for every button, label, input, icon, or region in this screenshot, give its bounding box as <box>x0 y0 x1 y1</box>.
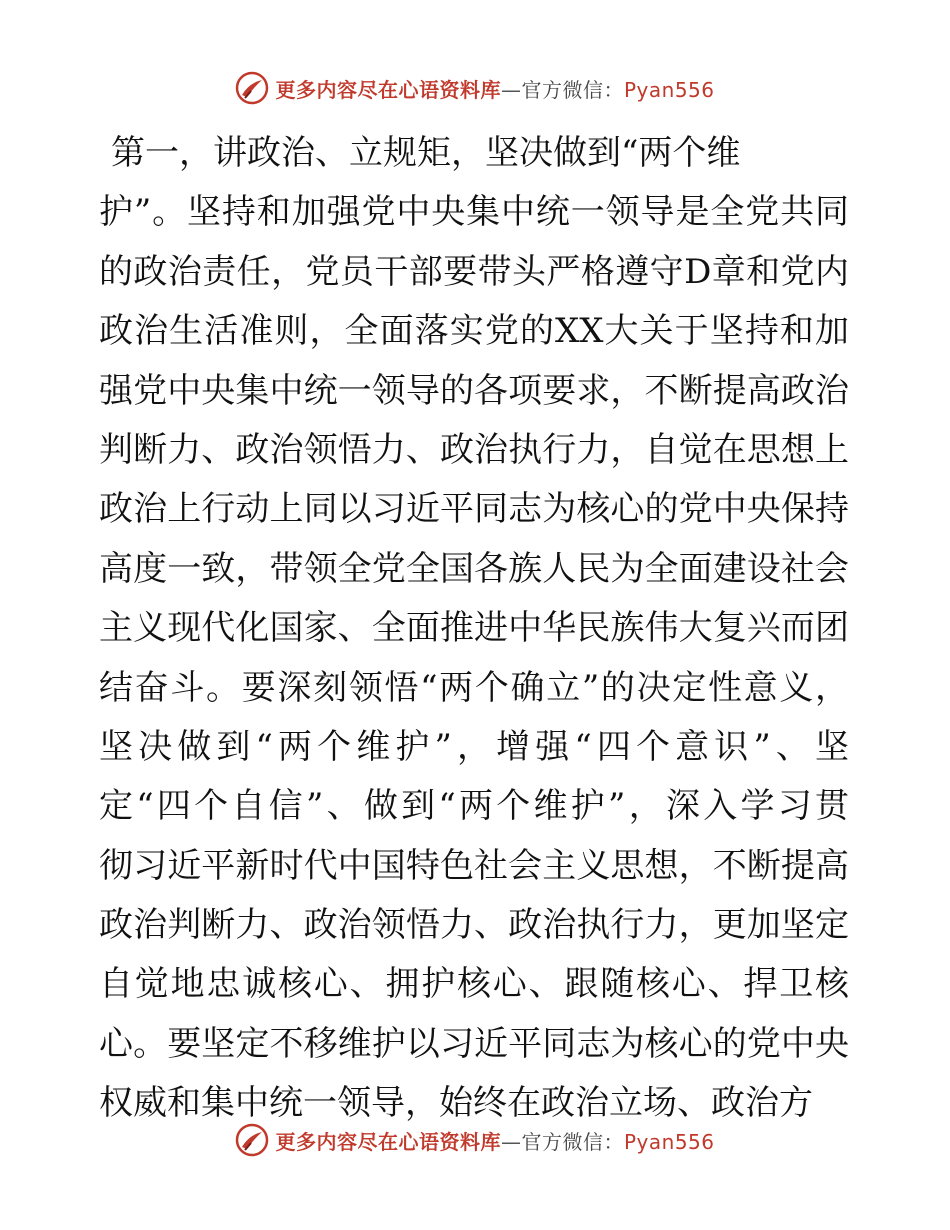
paragraph-line: 高度一致，带领全党全国各族人民为全面建设社会 <box>99 548 849 589</box>
footer-wechat-label: 官方微信： <box>521 1129 624 1154</box>
footer-watermark-banner <box>0 1120 950 1160</box>
paragraph-line: 心。要坚定不移维护以习近平同志为核心的党中央 <box>99 1023 849 1064</box>
header-banner-text <box>275 74 714 103</box>
document-body <box>99 124 849 1134</box>
paragraph-line: 坚决做到“两个维护”，增强“四个意识”、坚 <box>99 726 849 767</box>
brush-logo-icon <box>235 1123 269 1157</box>
paragraph-line: 的政治责任，党员干部要带头严格遵守D章和党内 <box>99 251 849 292</box>
paragraph-line: 自觉地忠诚核心、拥护核心、跟随核心、捍卫核 <box>99 964 849 1005</box>
paragraph-line: 第一，讲政治、立规矩，坚决做到“两个维 <box>111 133 741 173</box>
paragraph-line: 权威和集中统一领导，始终在政治立场、政治方 <box>99 1083 813 1124</box>
paragraph-line: 主义现代化国家、全面推进中华民族伟大复兴而团 <box>99 608 849 649</box>
paragraph-line: 护”。坚持和加强党中央集中统一领导是全党共同 <box>99 192 849 233</box>
paragraph-line: 强党中央集中统一领导的各项要求，不断提高政治 <box>99 370 849 411</box>
paragraph-line: 彻习近平新时代中国特色社会主义思想，不断提高 <box>99 845 849 886</box>
paragraph-line: 政治判断力、政治领悟力、政治执行力，更加坚定 <box>99 905 849 946</box>
footer-promo-text: 更多内容尽在心语资料库 <box>275 1129 501 1154</box>
footer-banner-text <box>275 1126 714 1155</box>
footer-separator: — <box>500 1129 522 1154</box>
paragraph-line: 政治生活准则，全面落实党的XX大关于坚持和加 <box>99 311 849 352</box>
header-promo-text: 更多内容尽在心语资料库 <box>275 77 501 102</box>
paragraph-line: 政治上行动上同以习近平同志为核心的党中央保持 <box>99 489 849 530</box>
header-wechat-id: Pyan556 <box>623 77 715 102</box>
brush-logo-icon <box>235 71 269 105</box>
paragraph-line: 结奋斗。要深刻领悟“两个确立”的决定性意义， <box>99 667 849 708</box>
header-separator: — <box>500 77 522 102</box>
paragraph-line: 判断力、政治领悟力、政治执行力，自觉在思想上 <box>99 429 849 470</box>
footer-wechat-id: Pyan556 <box>623 1129 715 1154</box>
header-watermark-banner <box>0 68 950 108</box>
paragraph-line: 定“四个自信”、做到“两个维护”，深入学习贯 <box>99 786 849 827</box>
header-wechat-label: 官方微信： <box>521 77 624 102</box>
